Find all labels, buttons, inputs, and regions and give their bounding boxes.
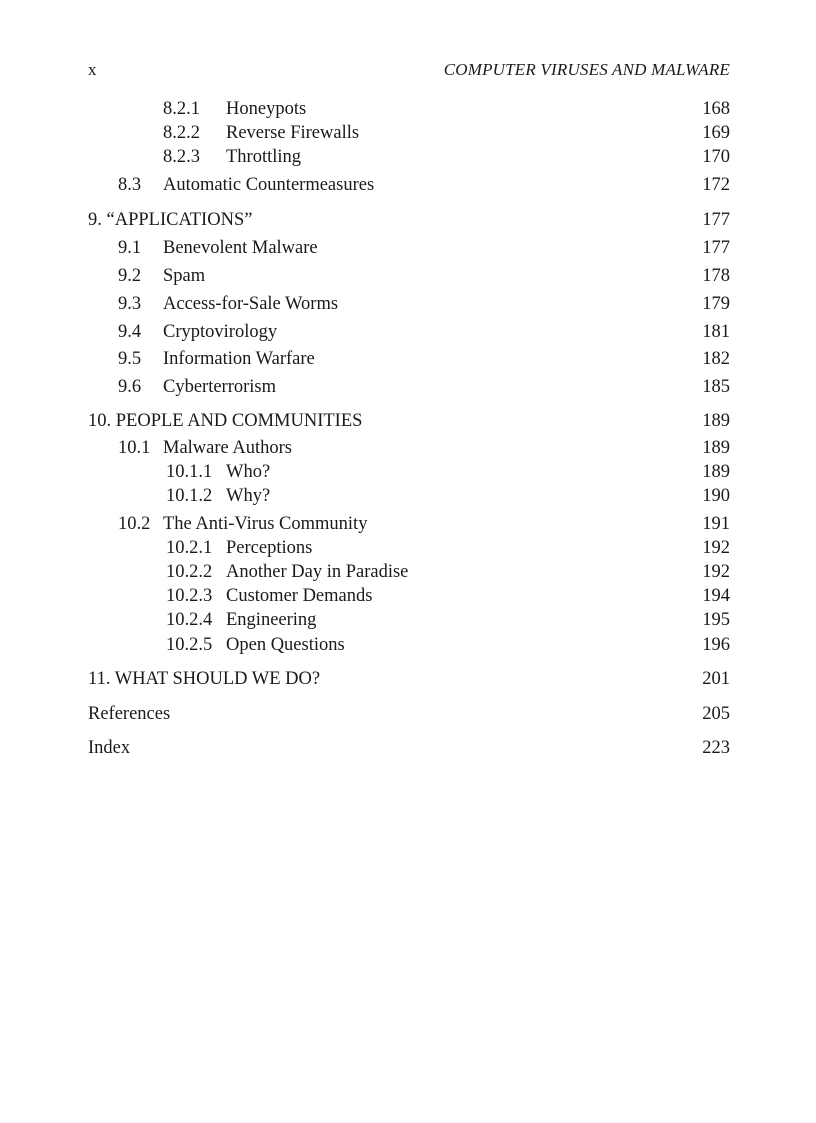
toc-page-number: 192 [702,538,730,558]
toc-number: 8.3 [118,175,142,195]
toc-page-number: 172 [702,175,730,195]
toc-title: Customer Demands [226,586,373,606]
book-title: COMPUTER VIRUSES AND MALWARE [443,60,730,79]
toc-title: The Anti-Virus Community [163,514,368,534]
toc-entry [88,173,730,197]
toc-chapter-entry [88,208,730,232]
toc-page-number: 205 [702,704,730,724]
toc-chapter-title: Index [88,738,131,758]
toc-page-number: 177 [702,210,730,230]
toc-title: Cryptovirology [163,322,278,342]
page-folio: x [88,60,97,79]
toc-number: 9.3 [118,294,142,314]
toc-number: 10.2.2 [166,562,213,582]
toc-number: 10.1.2 [166,486,213,506]
toc-title: Why? [226,486,271,506]
toc-number: 10.2.5 [166,635,213,655]
toc-page-number: 185 [702,377,730,397]
toc-chapter-entry [88,736,730,760]
toc-title: Engineering [226,610,317,630]
toc-title: Benevolent Malware [163,238,318,258]
toc-number: 10.1.1 [166,462,213,482]
toc-entry [88,236,730,260]
toc-entry [88,536,730,560]
toc-chapter-title: References [88,704,171,724]
toc-number: 10.2.3 [166,586,213,606]
toc-page-number: 189 [702,438,730,458]
toc-title: Access-for-Sale Worms [163,294,339,314]
toc-page-number: 169 [702,123,730,143]
toc-page-number: 194 [702,586,730,606]
toc-entry [88,264,730,288]
toc-entry [88,460,730,484]
toc-page-number: 201 [702,669,730,689]
toc-entry [88,484,730,508]
toc-number: 9.2 [118,266,142,286]
toc-title: Spam [163,266,206,286]
toc-title: Cyberterrorism [163,377,277,397]
toc-entry [88,375,730,399]
toc-number: 9.1 [118,238,142,258]
toc-number: 8.2.3 [163,147,200,167]
toc-page-number: 196 [702,635,730,655]
toc-page-number: 191 [702,514,730,534]
toc-page-number: 182 [702,349,730,369]
toc-page-number: 170 [702,147,730,167]
toc-entry [88,608,730,632]
toc-entry [88,560,730,584]
toc-number: 9.5 [118,349,142,369]
toc-entry [88,584,730,608]
toc-entry [88,121,730,145]
toc-title: Honeypots [226,99,307,119]
toc-entry [88,292,730,316]
toc-chapter-entry [88,409,730,433]
toc-page-number: 178 [702,266,730,286]
toc-number: 9.6 [118,377,142,397]
toc-page-number: 223 [702,738,730,758]
toc-page-number: 168 [702,99,730,119]
toc-page-number: 177 [702,238,730,258]
toc-title: Who? [226,462,271,482]
toc-title: Malware Authors [163,438,292,458]
toc-page-number: 189 [702,411,730,431]
toc-number: 8.2.2 [163,123,200,143]
toc-page-number: 190 [702,486,730,506]
toc-title: Automatic Countermeasures [163,175,375,195]
toc-number: 8.2.1 [163,99,200,119]
toc-title: Information Warfare [163,349,315,369]
table-of-contents [88,0,730,800]
toc-title: Throttling [226,147,302,167]
toc-entry [88,145,730,169]
toc-chapter-entry [88,702,730,726]
toc-entry [88,512,730,536]
toc-page-number: 181 [702,322,730,342]
toc-number: 10.2 [118,514,151,534]
toc-entry [88,633,730,657]
toc-number: 10.2.1 [166,538,213,558]
toc-title: Perceptions [226,538,313,558]
toc-chapter-title: 10. PEOPLE AND COMMUNITIES [88,411,363,431]
toc-chapter-entry [88,667,730,691]
toc-title: Another Day in Paradise [226,562,409,582]
toc-entry [88,436,730,460]
toc-title: Open Questions [226,635,345,655]
toc-chapter-title: 11. WHAT SHOULD WE DO? [88,669,321,689]
toc-title: Reverse Firewalls [226,123,360,143]
toc-entry [88,97,730,121]
toc-entry [88,320,730,344]
toc-number: 10.2.4 [166,610,213,630]
toc-number: 9.4 [118,322,142,342]
toc-entry [88,347,730,371]
toc-number: 10.1 [118,438,151,458]
toc-page-number: 189 [702,462,730,482]
toc-chapter-title: 9. “APPLICATIONS” [88,210,253,230]
toc-page-number: 179 [702,294,730,314]
toc-page-number: 192 [702,562,730,582]
toc-page-number: 195 [702,610,730,630]
